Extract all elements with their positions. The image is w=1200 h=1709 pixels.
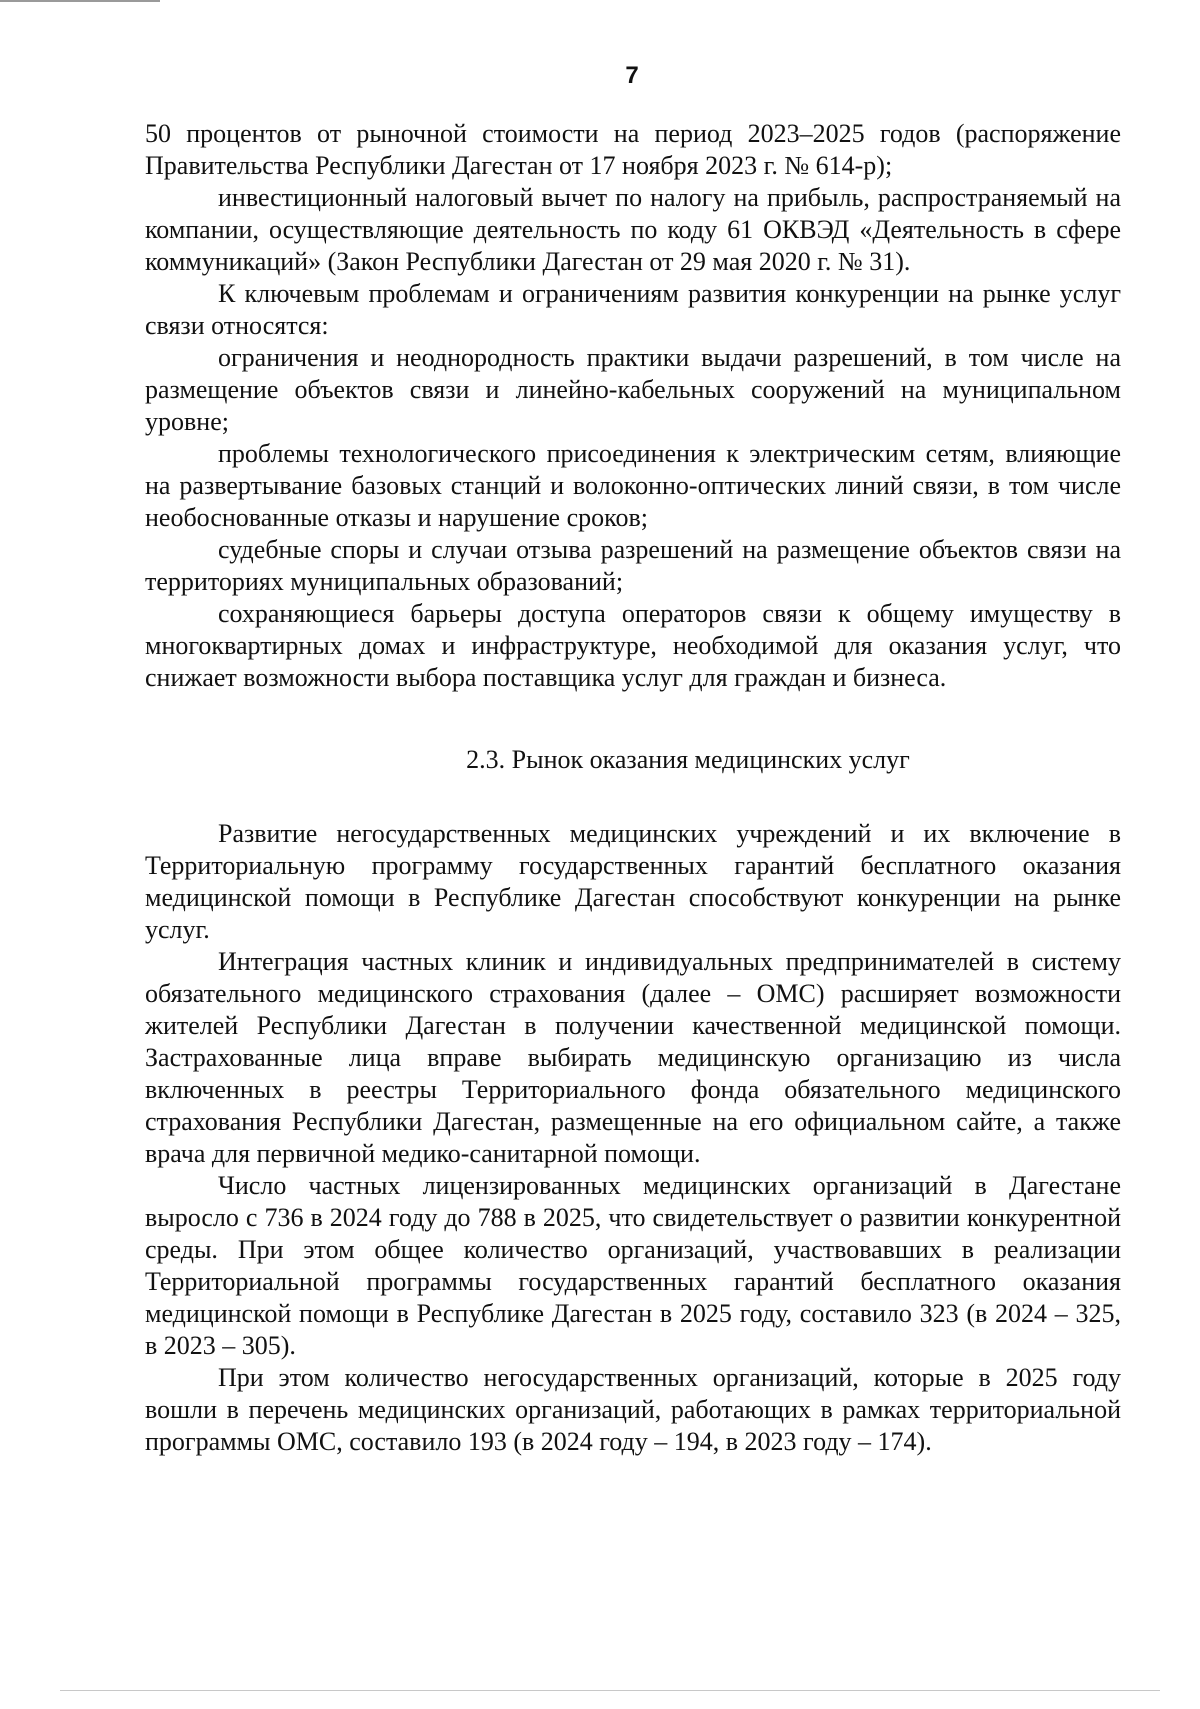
paragraph: сохраняющиеся барьеры доступа операторов связи к общему имуществу в многоквартирных домах и инфраструктуре, необходимой для оказания услуг, что снижает возможности выбора поставщика услуг для граждан и бизнеса. xyxy=(145,599,1121,692)
page-number: 7 xyxy=(625,62,639,89)
scan-edge-top xyxy=(0,0,160,2)
section-heading: 2.3. Рынок оказания медицинских услуг xyxy=(466,745,910,774)
paragraph: К ключевым проблемам и ограничениям развития конкуренции на рынке услуг связи относятся: xyxy=(145,279,1121,340)
paragraph: При этом количество негосударственных организаций, которые в 2025 году вошли в перечень медицинских организаций, работающих в рамках территориальной программы ОМС, составило 193 (в 2024 году – 194, в 2023 году – 174). xyxy=(145,1363,1121,1456)
paragraph: Число частных лицензированных медицинских организаций в Дагестане выросло с 736 в 2024 году до 788 в 2025, что свидетельствует о развитии конкурентной среды. При этом общее количество организаций, участвовавших в реализации Территориальной программы государственных гарантий бесплатного оказания медицинской помощи в Республике Дагестан в 2025 году, составило 323 (в 2024 – 325, в 2023 – 305). xyxy=(145,1171,1121,1360)
paragraph: судебные споры и случаи отзыва разрешений на размещение объектов связи на территориях муниципальных образований; xyxy=(145,535,1121,596)
scan-edge-bottom xyxy=(60,1690,1160,1691)
paragraph: Интеграция частных клиник и индивидуальных предпринимателей в систему обязательного медицинского страхования (далее – ОМС) расширяет возможности жителей Республики Дагестан в получении качественной медицинской помощи. Застрахованные лица вправе выбирать медицинскую организацию из числа включенных в реестры Территориального фонда обязательного медицинского страхования Республики Дагестан, размещенные на его официальном сайте, а также врача для первичной медико-санитарной помощи. xyxy=(145,947,1121,1168)
paragraph: инвестиционный налоговый вычет по налогу на прибыль, распространяемый на компании, осуществляющие деятельность по коду 61 ОКВЭД «Деятельность в сфере коммуникаций» (Закон Республики Дагестан от 29 мая 2020 г. № 31). xyxy=(145,183,1121,276)
paragraph: ограничения и неоднородность практики выдачи разрешений, в том числе на размещение объектов связи и линейно-кабельных сооружений на муниципальном уровне; xyxy=(145,343,1121,436)
paragraph: 50 процентов от рыночной стоимости на период 2023–2025 годов (распоряжение Правительства Республики Дагестан от 17 ноября 2023 г. № 614-р); xyxy=(145,119,1121,180)
paragraph: проблемы технологического присоединения к электрическим сетям, влияющие на развертывание базовых станций и волоконно-оптических линий связи, в том числе необоснованные отказы и нарушение сроков; xyxy=(145,439,1121,532)
document-body xyxy=(145,118,1121,1458)
paragraph: Развитие негосударственных медицинских учреждений и их включение в Территориальную программу государственных гарантий бесплатного оказания медицинской помощи в Республике Дагестан способствуют конкуренции на рынке услуг. xyxy=(145,819,1121,944)
